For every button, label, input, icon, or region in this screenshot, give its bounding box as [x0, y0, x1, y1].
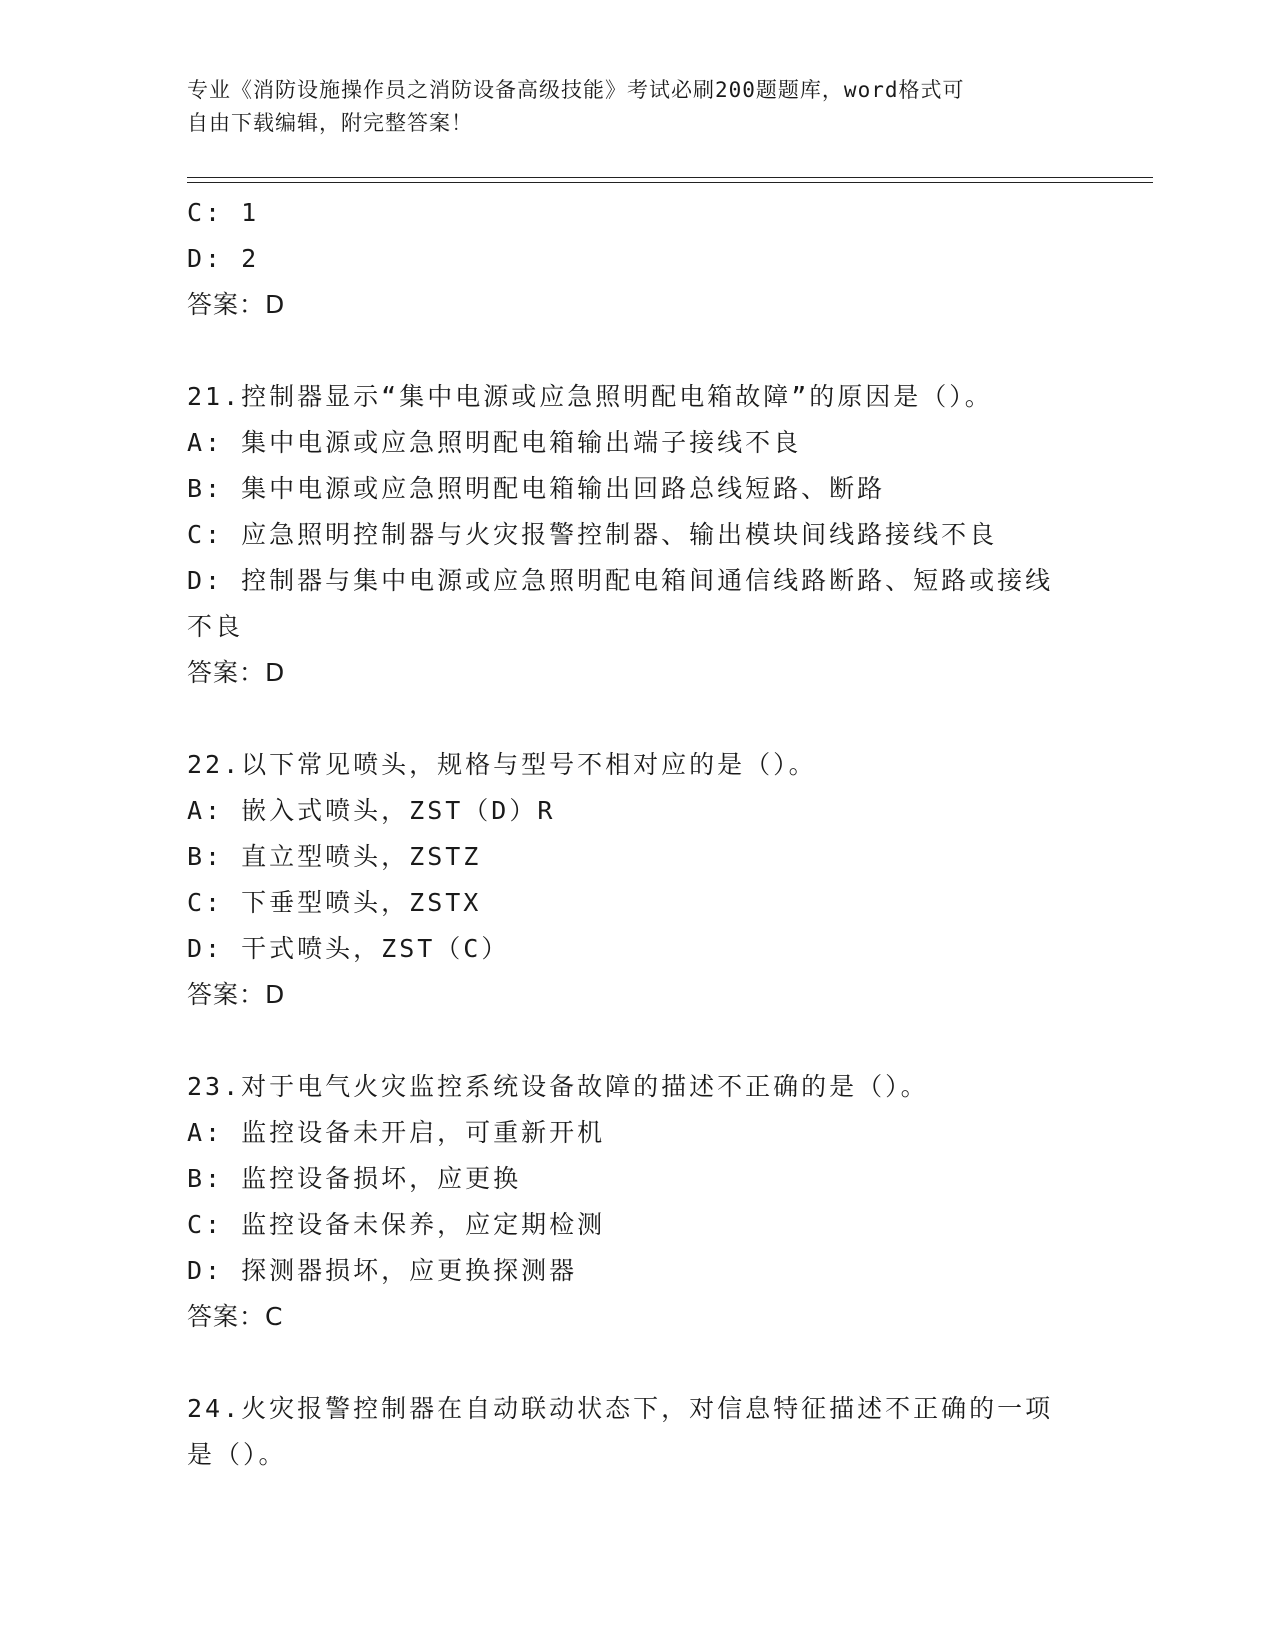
option-c: C: 应急照明控制器与火灾报警控制器、输出模块间线路接线不良	[187, 520, 998, 549]
option-c: C: 下垂型喷头，ZSTX	[187, 888, 482, 917]
answer: 答案：C	[187, 1302, 284, 1331]
spacer	[187, 1340, 1087, 1386]
answer: 答案：D	[187, 980, 286, 1009]
header-divider	[187, 177, 1153, 183]
option-d-continued: 不良	[187, 612, 244, 641]
answer: 答案：D	[187, 290, 286, 319]
header-title-line-2: 自由下载编辑，附完整答案！	[187, 111, 473, 135]
question-stem: 21.控制器显示“集中电源或应急照明配电箱故障”的原因是（）。	[187, 382, 993, 411]
page-header	[187, 74, 1087, 140]
question-24	[187, 1386, 1087, 1478]
question-stem: 24.火灾报警控制器在自动联动状态下，对信息特征描述不正确的一项	[187, 1394, 1054, 1423]
option-c: C: 1	[187, 198, 260, 227]
option-a: A: 集中电源或应急照明配电箱输出端子接线不良	[187, 428, 802, 457]
spacer	[187, 328, 1087, 374]
option-d: D: 探测器损坏，应更换探测器	[187, 1256, 578, 1285]
option-d: D: 干式喷头，ZST（C）	[187, 934, 510, 963]
option-a: A: 嵌入式喷头，ZST（D）R	[187, 796, 556, 825]
option-a: A: 监控设备未开启，可重新开机	[187, 1118, 606, 1147]
document-body	[187, 190, 1087, 1478]
option-b: B: 监控设备损坏，应更换	[187, 1164, 522, 1193]
answer: 答案：D	[187, 658, 286, 687]
option-d: D: 2	[187, 244, 260, 273]
question-20-tail	[187, 190, 1087, 328]
option-b: B: 集中电源或应急照明配电箱输出回路总线短路、断路	[187, 474, 886, 503]
question-22	[187, 742, 1087, 1018]
question-23	[187, 1064, 1087, 1340]
option-d: D: 控制器与集中电源或应急照明配电箱间通信线路断路、短路或接线	[187, 566, 1054, 595]
question-21	[187, 374, 1087, 696]
question-stem-continued: 是（）。	[187, 1440, 287, 1469]
spacer	[187, 1018, 1087, 1064]
spacer	[187, 696, 1087, 742]
option-c: C: 监控设备未保养，应定期检测	[187, 1210, 606, 1239]
question-stem: 22.以下常见喷头，规格与型号不相对应的是（）。	[187, 750, 817, 779]
header-title-line-1: 专业《消防设施操作员之消防设备高级技能》考试必刷200题题库，word格式可	[187, 78, 965, 102]
option-b: B: 直立型喷头，ZSTZ	[187, 842, 482, 871]
question-stem: 23.对于电气火灾监控系统设备故障的描述不正确的是（）。	[187, 1072, 929, 1101]
